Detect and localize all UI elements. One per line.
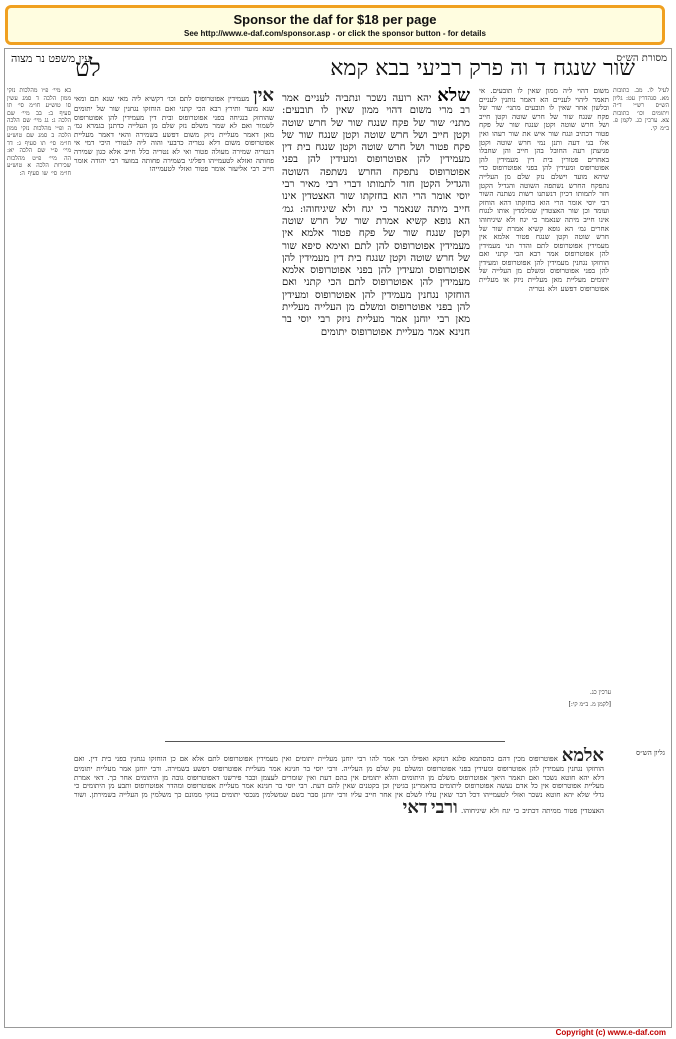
sponsor-banner[interactable]: [5, 5, 665, 45]
margin-note-a: ערכין כג.: [589, 689, 611, 696]
page-header: [75, 53, 635, 83]
left-margin-text: בא מיי׳ פ״ו מהלכות נזקי ממון הלכה ד סמג עשין סו טוש״ע חו״מ סי׳ תו סעיף ב: בב מיי׳ שם הלכה ג: גג מיי׳ שם הלכה ה ופ״י מהלכות נזקי ממון הלכה ב סמג שם טוש״ע חו״מ סי׳ תו סעיף ג: דד מיי׳ פ״י שם הלכה יא: הה מיי׳ פ״ט מהלכות שכירות הלכה א טוש״ע חו״מ סי׳ שו סעיף ה:: [7, 87, 71, 177]
commentary-right-text: משום דהוי ליה ממון שאין לו תובעים. אי תאמר ליהוי לעניים הא דאמר נותנין לעניים ובלשון אחר שאין לו תובעים מתני׳ שור של פקח שנגח שור של חרש שוטה וקטן חייב ושל חרש שוטה וקטן שנגח שור של פקח פטור דכתיב ונגח שור איש את שור רעהו ואין אלו בני דעה ותנן נמי חרש שוטה וקטן פגיעתן רעה החובל בהן חייב והן שחבלו באחרים פטורין בית דין מעמידין להן אפוטרופוס ומעידין להן בפני אפוטרופוס כדי שיהא מועד וישלם נזק שלם מן העלייה נתפקח החרש נשתפה השוטה והגדיל הקטן חזר לתמותו דכיון דנשתנו רשות נשתנה השור רבי יוסי אומר הרי הוא בחזקתו דהא הוחזק ועומד וכן שור האצטדין שמלמדין אותו לנגוח אינו חייב מיתה שנאמר כי יגח ולא שיגיחוהו אחרים גמ׳ הא גופא קשיא אמרת שור של חרש שוטה וקטן שנגח פטור אלמא אין מעמידין אפוטרופוס לתם והדר תני מעמידין להן אפוטרופוס אמר רבא הכי קתני ואם הוחזקו נגחנין מעמידין להן אפוטרופוס ומעידין להן בפני אפוטרופוס ומשלם מן העלייה של יתומים מעליית מאן מעליית ניזק או מעליית אפוטרופוס דפשע ולא נטריה: [479, 87, 609, 293]
page-number: לט: [75, 53, 101, 82]
right-margin-text: לעיל לו. מב. כתובות מא. סנהדרין עט: גליון הש״ס רש״י ד״ה ויתומים וכו׳ כתובות צא. ערכין כג. לקמן פ. ב״מ קי.: [613, 87, 669, 132]
gilyon-hashas-label: גליון הש״ס: [636, 749, 665, 757]
main-lead-word: שלא: [437, 87, 470, 106]
bottom-commentary: [74, 747, 604, 1019]
talmud-page: [4, 48, 672, 1028]
copyright-notice[interactable]: Copyright (c) www.e-daf.com: [555, 1028, 666, 1037]
masoret-hashas-label: מסורת הש״ס: [616, 53, 667, 64]
bottom-lead-word-3: דאי: [402, 797, 428, 819]
bottom-lead-word-2: ורבי: [430, 797, 458, 819]
bottom-lead-word-1: אלמא: [561, 747, 604, 766]
page-title: שור שנגח ד וה פרק רביעי בבא קמא: [330, 56, 635, 81]
right-margin-references: [613, 87, 669, 987]
sponsor-title[interactable]: Sponsor the daf for $18 per page: [233, 12, 437, 27]
sponsor-subtitle[interactable]: See http://www.e-daf.com/sponsor.asp - or click the sponsor button - for details: [184, 29, 486, 38]
commentary-left-column: [74, 87, 274, 741]
main-gemara-text: יהא רועה נשכר ונתביה לעניים אמר רב מרי משום דהוי ממון שאין לו תובעים: מתני׳ שור של פקח שנגח שור של חרש שוטה וקטן חייב ושל חרש שוטה וקטן שנגח שור של פקח פטור ושל חרש שוטה וקטן שנגח בית דין מעמידין להן אפוטרופוס ומעידין להן בפני אפוטרופוס נתפקח החרש נשתפה השוטה והגדיל הקטן חזר לתמותו דברי רבי מאיר רבי יוסי אומר הרי הוא בחזקתו שור האצטדין אינו חייב מיתה שנאמר כי יגח ולא שיגיחוהו: גמ׳ הא גופא קשיא אמרת שור של חרש שוטה וקטן שנגח שור של פקח פטור אלמא אין מעמידין אפוטרופוס להן לתם ואימא סיפא שור של חרש שוטה וקטן שנגח בית דין מעמידין להן אפוטרופוס ומעידין להן בפני אפוטרופוס אלמא מעמידין להן אפוטרופוס לתם הכי קתני ואם הוחזקו נגחנין מעמידין להן אפוטרופוס ומעידין להן בפני אפוטרופוס ומשלם מן העלייה מעליית מאן רבי יוחנן אמר מעליית ניזק רבי יוסי בר חנינא אמר מעליית אפוטרופוס יתומים: [282, 93, 470, 338]
section-divider: [165, 741, 505, 742]
bottom-commentary-text: אפוטרופוס מכין דהם כהסתמא פלגא דנזקא ואפילו הכי אמר להו רבי יוחנן מעליית יתומים ואין מעמידין אפוטרופוס לתם אלא אם כן הוחזקו נגחנין בפני בית דין. ואם הוחזקו נגחנין מעמידין להן אפוטרופוס ומעידין בפני אפוטרופוס ומשלם נזק שלם מן העלייה. ורבי יוסי בר חנינא אמר מעליית אפוטרופוס דפשע בשמירה. ורבי יוחנן אמר מעליית יתומים דלא יהא חוטא נשכר ואם תאמר היאך אפוטרופוס משלם מן היתומים והלא יתומים אין בהם דעת ואין שומרים לעצמן וכבר פירשנו דאפוטרופוס גובה מן היתומים אחר כך. דאי אמרת מעליית אפוטרופוס אין כל אדם נעשה אפוטרופוס ליתומים כדאמרינן בגיטין וכן בקטנים שאין להם דעת. רבי יוסי בר חנינא אמר מעליית אפוטרופוס ומהדר אפוטרופוס ותבע מן היתומים כי גדלי שלא יהא חוטא נשכר ואזלי לטעמייהו דכל דבר שאין עליו לשלם אין אחר חייב עליו ורבי יוחנן סבר כשם שמשלמין מנכסי יתומים בנזקי ממונם כך משלמין מן העלייה בשמירתן. ושור האצטדין פטור ממיתה דכתיב כי יגח ולא שיגיחוהו.: [74, 754, 604, 816]
commentary-right-column: [479, 87, 609, 741]
margin-note-b: [לקמן מ. ב״מ קי:]: [568, 701, 611, 708]
ein-mishpat-label: עין משפט נר מצוה: [11, 52, 91, 65]
main-gemara-column: [282, 87, 470, 741]
commentary-left-text: מעמידין אפוטרופוס לתם וכו׳ דקשיא ליה מאי שנא תם ומאי שנא מועד ותירץ רבא הכי קתני ואם הוחזקו נגחנין שור של יתומים שהוחזק בנגיחה בפני אפוטרופוס ובית דין מעמידין להן אפוטרופוס לשמור ואם לא שמר משלם נזק שלם מן העלייה כדתנן בגמרא גמ׳ מאן דאמר מעליית ניזק משום דפשע בשמירה והאי דאמר מעליית אפוטרופוס משום דלא נטריה כדבעי והוה ליה לנטורי היכי דמי אי דנטריה שמירה מעולה פטור ואי לא נטריה כלל חייב אלא כגון שמירה פחותה ואזלא לטעמייהו דפליגי בשמירה פחותה במועד רבי יהודה אומר חייב רבי אליעזר אומר פטור ואזלי לטעמייהו: [74, 94, 274, 174]
left-margin-references: [7, 87, 71, 607]
commentary-left-lead-word: אין: [253, 87, 274, 106]
